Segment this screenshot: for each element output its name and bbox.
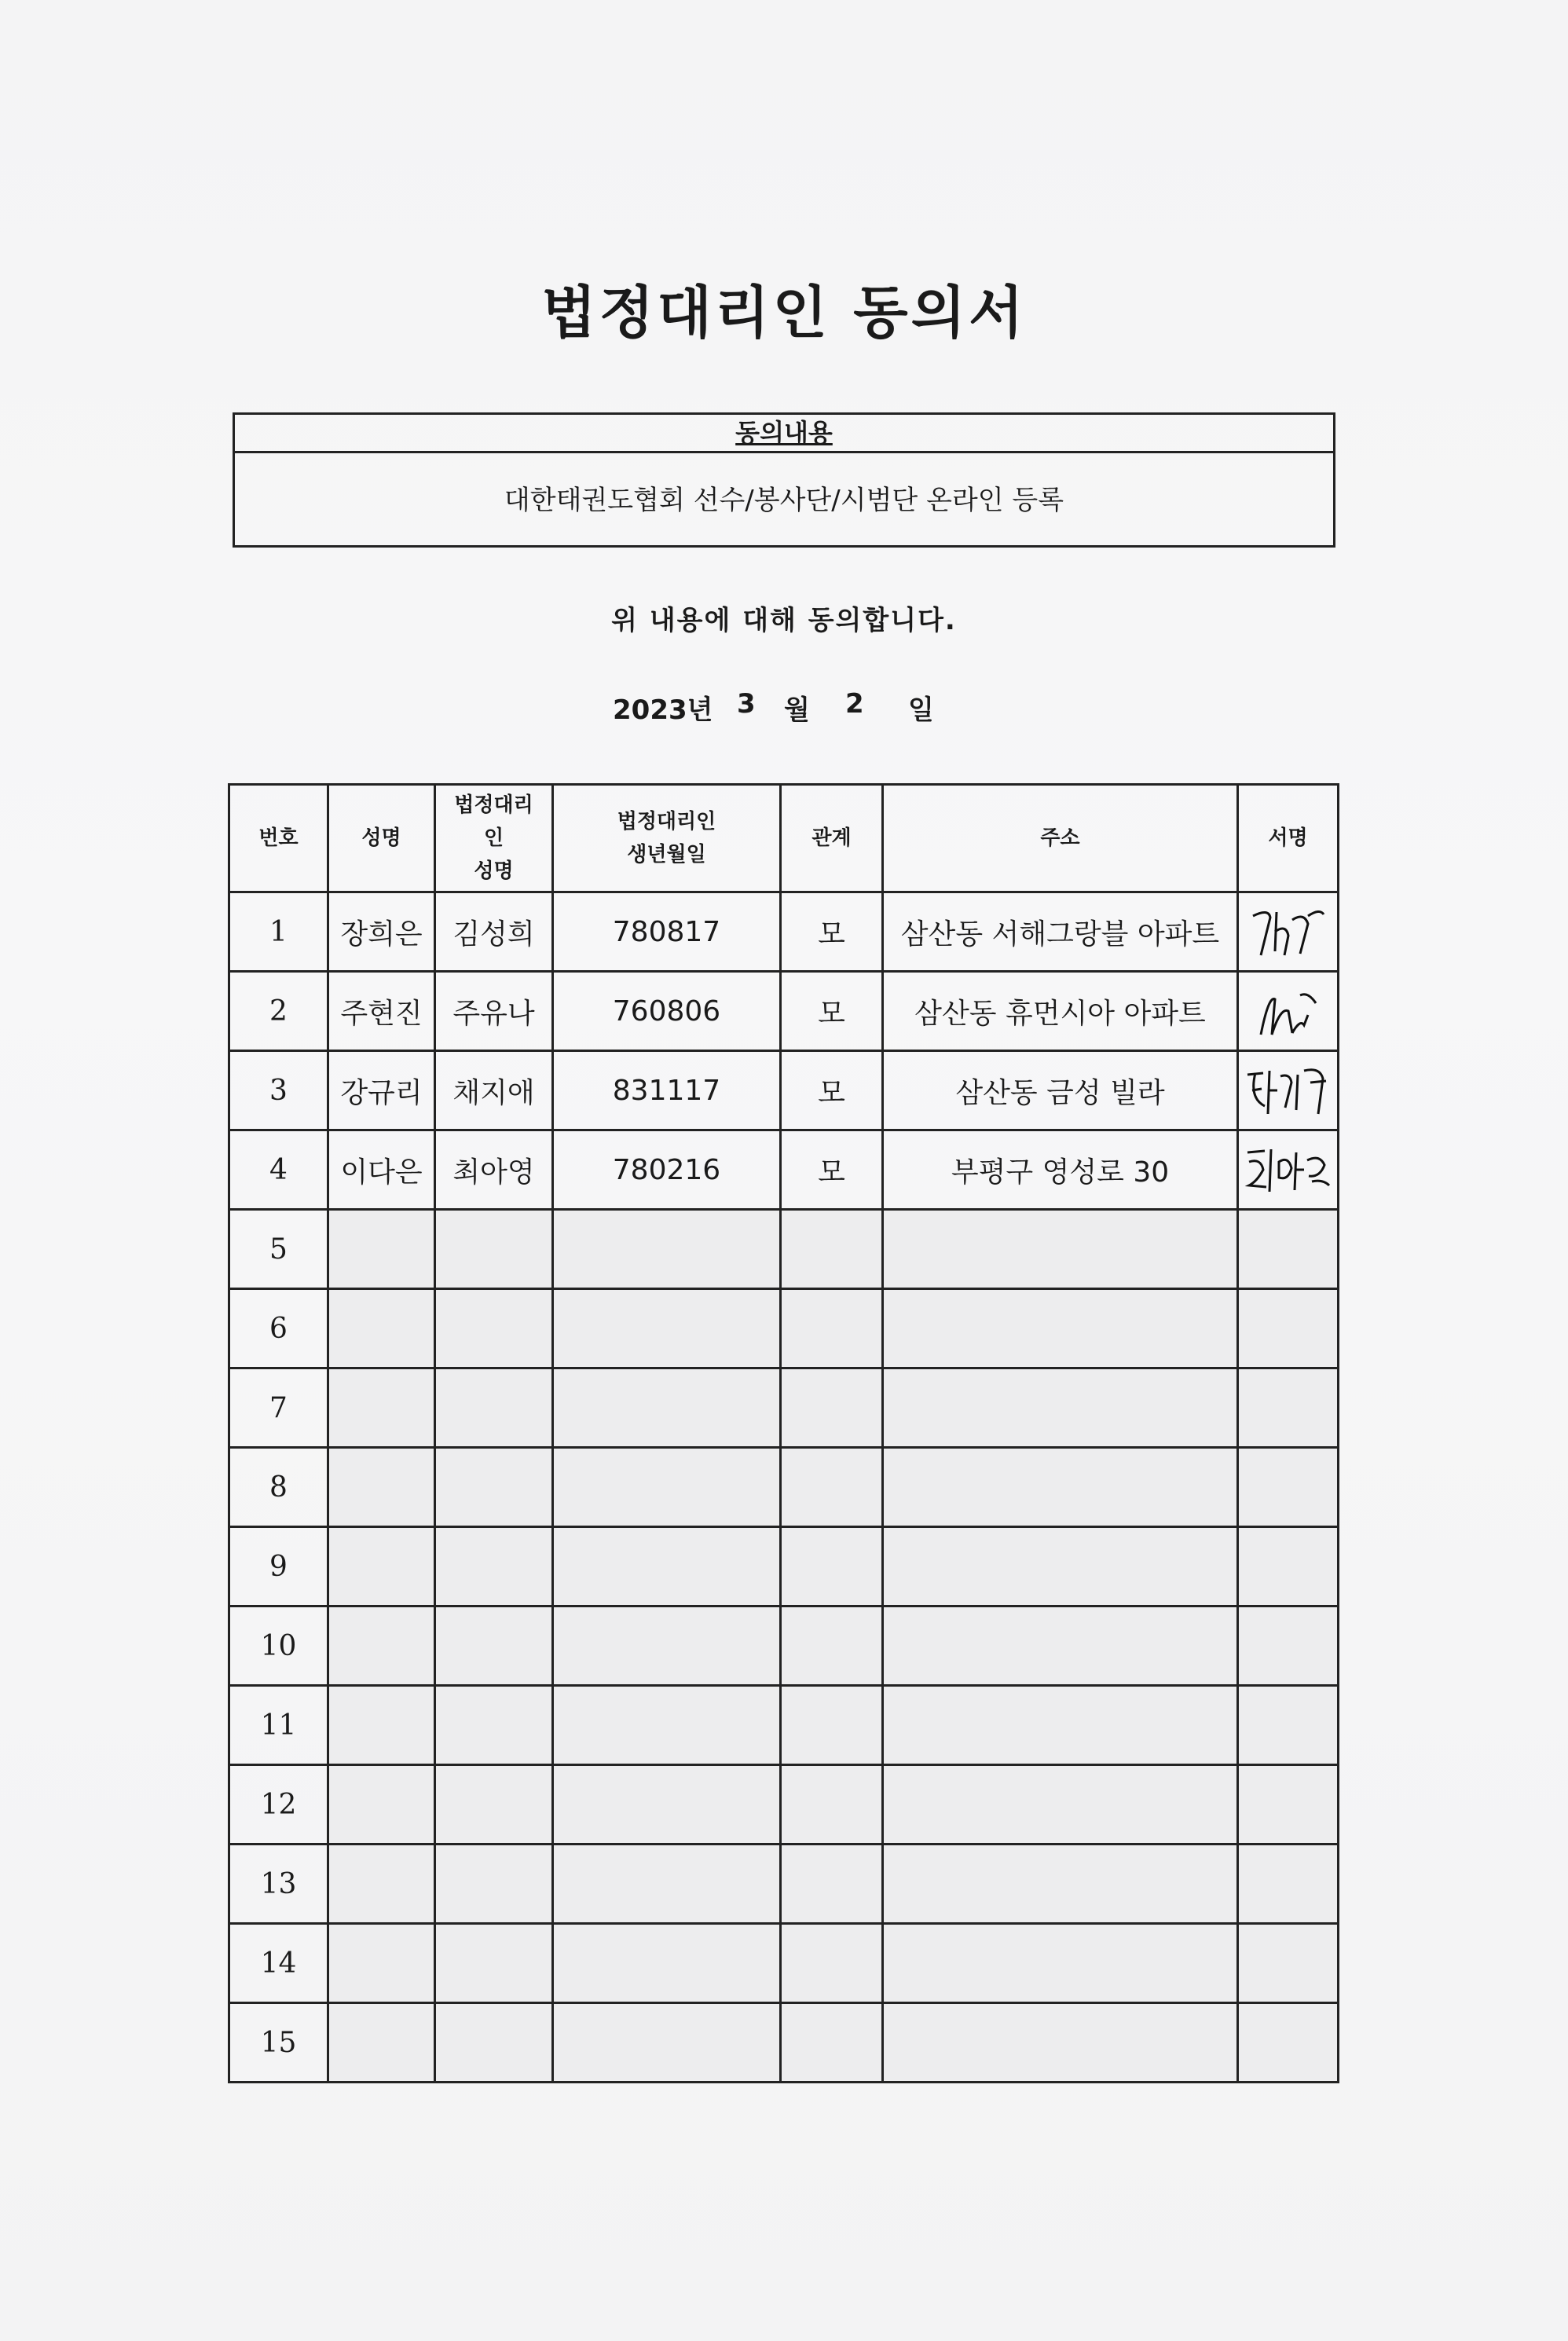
row-signature [1238, 1130, 1339, 1210]
row-guardian: 채지애 [435, 1051, 553, 1130]
row-guardian: 최아영 [435, 1130, 553, 1210]
row-guardian: 주유나 [435, 972, 553, 1051]
row-no: 4 [229, 1130, 328, 1210]
signature-mark [1245, 900, 1332, 963]
table-row [229, 1924, 1339, 2003]
header-guardian-birth-line2: 생년월일 [627, 843, 706, 866]
row-no: 8 [229, 1448, 328, 1527]
date-day-label: 일 [908, 694, 934, 726]
header-guardian-name [435, 785, 553, 892]
table-row [229, 1765, 1339, 1845]
row-no: 5 [229, 1210, 328, 1289]
row-name-empty [328, 1765, 435, 1845]
row-no: 15 [229, 2003, 328, 2083]
date-month-label: 월 [784, 694, 810, 726]
row-relation-empty [781, 1845, 883, 1924]
row-no: 13 [229, 1845, 328, 1924]
row-guardian-empty [435, 1368, 553, 1448]
row-name-empty [328, 1210, 435, 1289]
row-address-empty [883, 1210, 1238, 1289]
row-signature-empty [1238, 1924, 1339, 2003]
row-address: 삼산동 휴먼시아 아파트 [883, 972, 1238, 1051]
row-guardian-empty [435, 1448, 553, 1527]
header-guardian-birth [553, 785, 781, 892]
row-relation-empty [781, 1924, 883, 2003]
header-signature: 서명 [1238, 785, 1339, 892]
row-birth-empty [553, 1210, 781, 1289]
row-birth: 831117 [553, 1051, 781, 1130]
guardian-roster-table [228, 783, 1339, 2083]
row-address-empty [883, 1368, 1238, 1448]
row-signature [1238, 972, 1339, 1051]
row-address: 부평구 영성로 30 [883, 1130, 1238, 1210]
row-no: 10 [229, 1606, 328, 1686]
row-relation-empty [781, 1527, 883, 1606]
row-no: 14 [229, 1924, 328, 2003]
row-birth-empty [553, 1924, 781, 2003]
row-guardian-empty [435, 1924, 553, 2003]
date-year: 2023년 [613, 694, 713, 726]
agree-statement: 위 내용에 대해 동의합니다. [611, 605, 957, 636]
table-row [229, 1448, 1339, 1527]
row-birth-empty [553, 1527, 781, 1606]
row-guardian-empty [435, 1289, 553, 1368]
date-day-number: 2 [845, 688, 864, 720]
row-name-empty [328, 1606, 435, 1686]
row-address-empty [883, 1924, 1238, 2003]
row-guardian-empty [435, 1527, 553, 1606]
table-row [229, 1686, 1339, 1765]
row-name: 장희은 [328, 892, 435, 972]
row-birth-empty [553, 1368, 781, 1448]
row-address-empty [883, 2003, 1238, 2083]
row-address-empty [883, 1765, 1238, 1845]
row-guardian-empty [435, 2003, 553, 2083]
row-address-empty [883, 1527, 1238, 1606]
signature-mark [1241, 1138, 1335, 1201]
row-relation-empty [781, 1765, 883, 1845]
row-no: 3 [229, 1051, 328, 1130]
header-guardian-name-line3: 성명 [474, 859, 514, 883]
header-guardian-name-line2: 인 [483, 826, 504, 850]
row-address-empty [883, 1289, 1238, 1368]
row-name: 주현진 [328, 972, 435, 1051]
row-guardian-empty [435, 1845, 553, 1924]
row-name-empty [328, 1448, 435, 1527]
row-signature-empty [1238, 1210, 1339, 1289]
row-signature-empty [1238, 1686, 1339, 1765]
row-relation: 모 [781, 1130, 883, 1210]
row-no: 1 [229, 892, 328, 972]
row-guardian: 김성희 [435, 892, 553, 972]
row-birth-empty [553, 1686, 781, 1765]
row-signature-empty [1238, 1765, 1339, 1845]
row-guardian-empty [435, 1686, 553, 1765]
row-relation: 모 [781, 892, 883, 972]
row-no: 12 [229, 1765, 328, 1845]
row-signature-empty [1238, 1527, 1339, 1606]
date-line [613, 688, 934, 727]
row-address-empty [883, 1448, 1238, 1527]
header-guardian-birth-line1: 법정대리인 [617, 810, 716, 833]
row-signature [1238, 892, 1339, 972]
table-row [229, 1527, 1339, 1606]
table-row [229, 892, 1339, 972]
table-row [229, 1051, 1339, 1130]
consent-text: 대한태권도협회 선수/봉사단/시범단 온라인 등록 [504, 485, 1064, 516]
row-birth: 760806 [553, 972, 781, 1051]
row-signature-empty [1238, 1448, 1339, 1527]
row-relation-empty [781, 1606, 883, 1686]
row-address-empty [883, 1686, 1238, 1765]
row-no: 2 [229, 972, 328, 1051]
row-name-empty [328, 1845, 435, 1924]
row-relation-empty [781, 2003, 883, 2083]
row-signature [1238, 1051, 1339, 1130]
table-row [229, 1210, 1339, 1289]
header-no: 번호 [229, 785, 328, 892]
row-birth-empty [553, 2003, 781, 2083]
row-guardian-empty [435, 1606, 553, 1686]
header-address: 주소 [883, 785, 1238, 892]
row-name-empty [328, 1368, 435, 1448]
row-guardian-empty [435, 1210, 553, 1289]
row-address: 삼산동 서해그랑블 아파트 [883, 892, 1238, 972]
row-signature-empty [1238, 2003, 1339, 2083]
row-name-empty [328, 2003, 435, 2083]
row-no: 11 [229, 1686, 328, 1765]
signature-mark [1245, 980, 1332, 1042]
row-signature-empty [1238, 1368, 1339, 1448]
row-no: 6 [229, 1289, 328, 1368]
table-row [229, 972, 1339, 1051]
table-row [229, 1368, 1339, 1448]
row-birth: 780817 [553, 892, 781, 972]
row-no: 7 [229, 1368, 328, 1448]
row-birth-empty [553, 1765, 781, 1845]
row-address: 삼산동 금성 빌라 [883, 1051, 1238, 1130]
table-row [229, 2003, 1339, 2083]
table-row [229, 1130, 1339, 1210]
row-signature-empty [1238, 1289, 1339, 1368]
row-relation-empty [781, 1686, 883, 1765]
signature-mark [1241, 1059, 1335, 1122]
document-title: 법정대리인 동의서 [541, 280, 1027, 346]
header-guardian-name-line1: 법정대리 [454, 793, 533, 817]
row-name-empty [328, 1686, 435, 1765]
row-birth-empty [553, 1448, 781, 1527]
row-name-empty [328, 1289, 435, 1368]
row-address-empty [883, 1845, 1238, 1924]
row-name: 강규리 [328, 1051, 435, 1130]
row-no: 9 [229, 1527, 328, 1606]
table-header-row [229, 785, 1339, 892]
header-relation: 관계 [781, 785, 883, 892]
table-row [229, 1845, 1339, 1924]
row-signature-empty [1238, 1606, 1339, 1686]
row-birth-empty [553, 1289, 781, 1368]
row-signature-empty [1238, 1845, 1339, 1924]
row-relation-empty [781, 1210, 883, 1289]
consent-header-label: 동의내용 [735, 418, 833, 448]
row-name-empty [328, 1527, 435, 1606]
row-birth-empty [553, 1845, 781, 1924]
row-guardian-empty [435, 1765, 553, 1845]
row-relation-empty [781, 1289, 883, 1368]
date-month-number: 3 [737, 688, 756, 720]
row-name-empty [328, 1924, 435, 2003]
row-relation: 모 [781, 1051, 883, 1130]
table-row [229, 1289, 1339, 1368]
consent-box [233, 412, 1335, 548]
row-address-empty [883, 1606, 1238, 1686]
table-row [229, 1606, 1339, 1686]
row-birth: 780216 [553, 1130, 781, 1210]
row-name: 이다은 [328, 1130, 435, 1210]
row-relation: 모 [781, 972, 883, 1051]
consent-header [235, 415, 1333, 453]
row-relation-empty [781, 1368, 883, 1448]
row-relation-empty [781, 1448, 883, 1527]
row-birth-empty [553, 1606, 781, 1686]
header-name: 성명 [328, 785, 435, 892]
